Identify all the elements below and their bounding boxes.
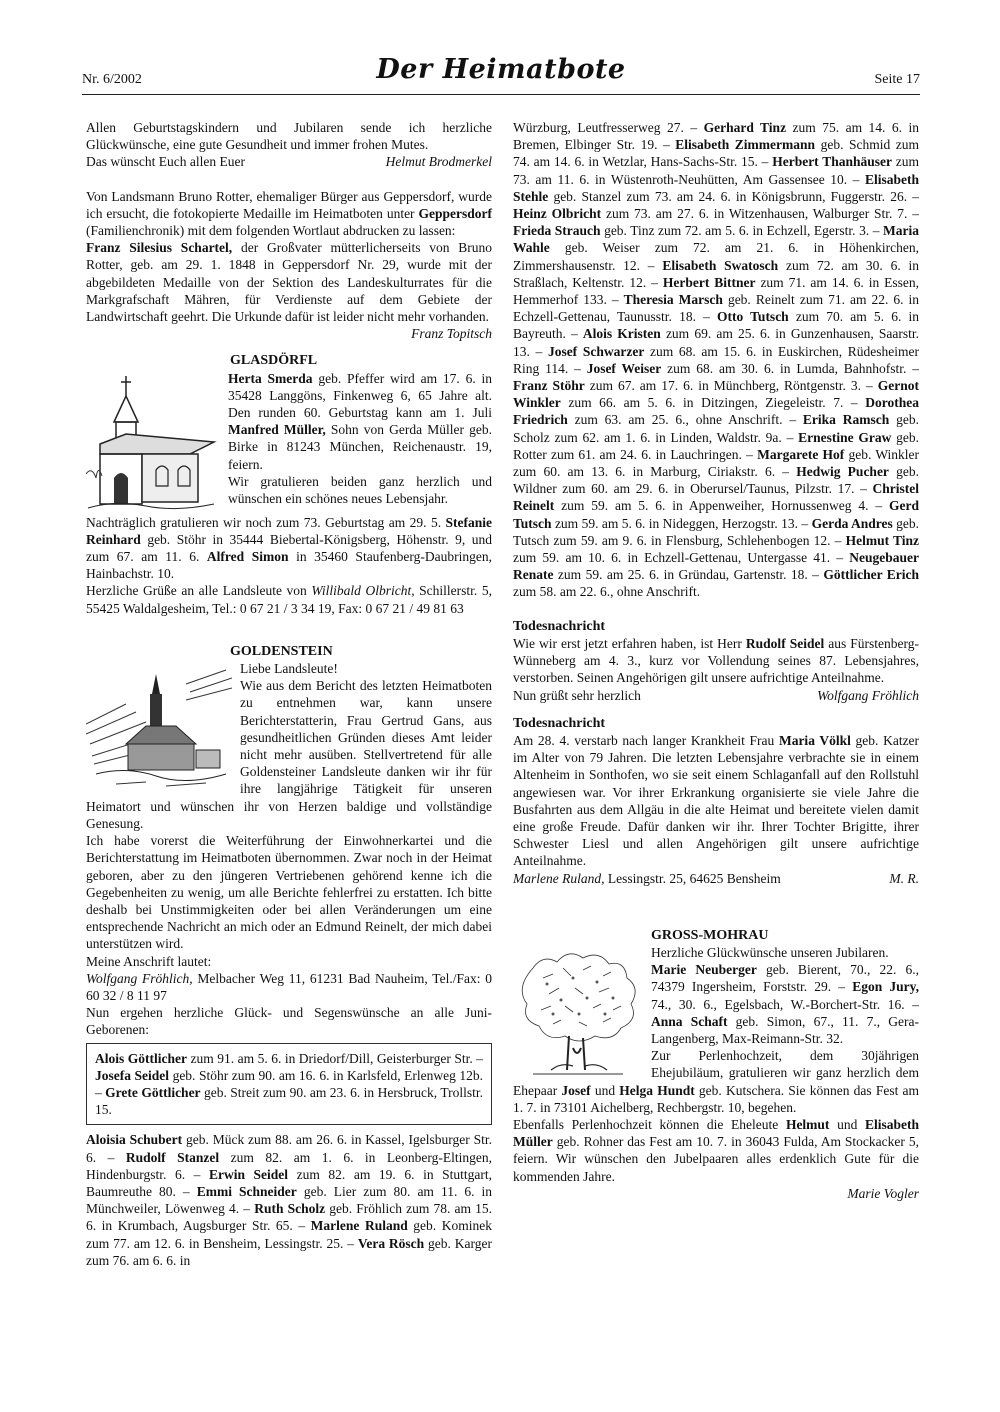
person-name: Erika Ramsch: [802, 412, 890, 428]
person-name: Gerd Tutsch: [513, 498, 919, 531]
goldenstein-section: GOLDENSTEIN Liebe Landsleute! Wie aus dem Bericht des letzten Heimatboten zu entnehmen war, kann unsere Berichterstatterin, Frau Gertrud Gans, aus gesundheitlichen Gründen dieses Amt leider nicht mehr ausüben. Stellvertretend für alle Goldensteiner Landsleute danken wir ihr für ihre langjährige Tätigkeit für unseren Heimatort und wünschen ihr von Herzen baldige und vollständige Genesung. Ich habe vorerst die Weiterführung der Einwohnerkartei und die Berichterstattung im Heimatboten übernommen. Zwar noch in der Heimat geboren, aber zu den jüngeren Vertriebenen gehörend kenne ich die Gegebenheiten zu wenig, um alle Berichte fehlerfrei zu erstatten. Ich bitte deshalb bei Unstimmigkeiten oder bei allen Veränderungen um eine entsprechende Nachricht an mich oder an Edmund Reinelt, der mich dabei unterstützen wird. Meine Anschrift lautet: Wolfgang Fröhlich, Melbacher Weg 11, 61231 Bad Nauheim, Tel./Fax: 0 60 32 / 8 11 97 Nun ergehen herzliche Glück- und Segenswünsche an alle Juni-Geborenen: Alois Göttlicher zum 91. am 5. 6. in Driedorf/Dill, Geisterburger Str. – Josefa Seidel geb. Stöhr zum 90. am 16. 6. in Karlsfeld, Erlenweg 12b. – Grete Göttlicher geb. Streit zum 90. am 23. 6. in Hersbruck, Trollstr. 15. Aloisia Schubert geb. Mück zum 88. am 26. 6. in Kassel, Igelsburger Str. 6. – Rudolf Stanzel zum 82. am 1. 6. in Leonberg-Eltingen, Hindenburgstr. 6. – Erwin Seidel zum 82. am 19. 6. in Stuttgart, Baumreuthe 80. – Emmi Schneider geb. Lier zum 80. am 11. 6. in Münchweiler, Löwenweg 4. – Ruth Scholz geb. Fröhlich zum 78. am 15. 6. in Krumbach, Augsburger Str. 65. – Marlene Ruland geb. Kominek zum 77. am 12. 6. in Bensheim, Lessingstr. 25. – Vera Rösch geb. Karger zum 76. am 6. 6. in: [86, 643, 493, 1268]
entry-text: zum 68. am 15. 6. in Euskirchen, Rüdesheimer Ring 114. –: [513, 343, 919, 376]
entry-text: zum 69. am 25. 6. in Gunzenhausen, Saarstr. 13. –: [513, 326, 919, 359]
person-name: Heinz Olbricht: [513, 206, 602, 222]
person-name: Josef Weiser: [586, 360, 662, 376]
person-name: Elisabeth Swatosch: [662, 257, 779, 273]
entry-text: geb. Tutsch zum 59. am 9. 6. in Flensburg, Schlehenbogen 12. –: [513, 515, 920, 548]
author-name: Marlene Ruland,: [513, 870, 605, 886]
person-name: Theresia Marsch: [623, 292, 723, 308]
section-heading: GOLDENSTEIN: [230, 643, 333, 659]
birthday-list: Aloisia Schubert geb. Mück zum 88. am 26. 6. in Kassel, Igelsburger Str. 6. – Rudolf Stanzel zum 82. am 1. 6. in Leonberg-Eltingen, Hindenburgstr. 6. – Erwin Seidel zum 82. am 19. 6. in Stuttgart, Baumreuthe 80. – Emmi Schneider geb. Lier zum 80. am 11. 6. in Münchweiler, Löwenweg 4. – Ruth Scholz geb. Fröhlich zum 78. am 15. 6. in Krumbach, Augsburger Str. 65. – Marlene Ruland geb. Kominek zum 77. am 12. 6. in Bensheim, Lessingstr. 25. – Vera Rösch geb. Karger zum 76. am 6. 6. in: [86, 1132, 493, 1268]
section-heading: Todesnachricht: [513, 715, 606, 731]
church-landscape-illustration: [86, 664, 232, 788]
entry-text: geb. Schmid zum 74. am 14. 6. in Wetzlar, Hans-Sachs-Str. 15. –: [513, 137, 919, 170]
person-name: Gerhard Tinz: [703, 120, 787, 135]
person-name: Gerda Andres: [811, 515, 893, 531]
glasdoerfl-section: GLASDÖRFL Herta Smerda geb. Pfeffer wird am 17. 6. in 35428 Langgöns, Finkenweg 6, 65 Jahre alt. Den runden 60. Geburtstag kann am 1. Juli Manfred Müller, Sohn von Gerda Müller geb. Birke in 81243 München, Reichenaustr. 19, feiern. Wir gratulieren beiden ganz herzlich und wünschen ein schönes neues Lebensjahr. Nachträglich gratulieren wir noch zum 73. Geburtstag am 29. 5. Stefanie Reinhard geb. Stöhr in 35444 Biebertal-Königsberg, Höhenstr. 9, und zum 67. am 11. 6. Alfred Simon in 35460 Staufenberg-Daubringen, Hainbachstr. 10. Herzliche Grüße an alle Landsleute von Willibald Olbricht, Schillerstr. 5, 55425 Waldalgesheim, Tel.: 0 67 21 / 3 34 19, Fax: 0 67 21 / 49 81 63: [86, 353, 493, 616]
gross-mohrau-section: GROSS-MOHRAU Herzliche Glückwünsche unseren Jubilaren. Marie Neuberger geb. Bierent, 70., 22. 6., 74379 Ingersheim, Forststr. 29. – Egon Jury, 74., 30. 6., Egelsbach, W.-Borchert-Str. 16. – Anna Schaft geb. Simon, 67., 11. 7., Gera-Langenberg, Max-Reimann-Str. 32. Zur Perlenhochzeit, dem 30jährigen Ehejubiläum, gratulieren wir ganz herzlich dem Ehepaar Josef und Helga Hundt geb. Kutschera. Sie können das Fest am 1. 7. in 73101 Aichelberg, Rechbergstr. 10, begehen. Ebenfalls Perlenhochzeit können die Eheleute Helmut und Elisabeth Müller geb. Rohner das Fest am 10. 7. in 36043 Fulda, Am Stockacker 5, feiern. Wir wünschen den Jubelpaaren alles erdenklich Gute für die kommenden Jahre. Marie Vogler: [513, 927, 920, 1201]
person-name: Frieda Strauch: [513, 223, 601, 239]
schartel-paragraph: Franz Silesius Schartel, der Großvater mütterlicherseits von Bruno Rotter, geb. am 29. 1. 1848 in Geppersdorf Nr. 29, wurde mit der abgebildeten Medaille von der Sektion des Landeskulturrates für die Markgrafschaft Mähren, für Verdienste auf dem Gebiete der Landwirtschaft geehrt. Die Urkunde dafür ist leider nicht mehr vorhanden.: [86, 240, 493, 325]
person-name: Elisabeth Zimmermann: [675, 137, 816, 153]
page-number: Seite 17: [874, 72, 920, 87]
page-header: [82, 54, 920, 95]
person-name: Herbert Thanhäuser: [772, 154, 892, 170]
entry-text: Würzburg, Leutfresserweg 27. –: [513, 120, 698, 135]
person-name: Ernestine Graw: [798, 429, 892, 445]
death-notice-seidel: Todesnachricht Wie wir erst jetzt erfahren haben, ist Herr Rudolf Seidel aus Fürstenberg-Wünneberg am 4. 3., kurz vor Vollendung seines 87. Lebensjahres, verstorben. Seinen Angehörigen gilt unsere aufrichtige Anteilnahme. Nun grüßt sehr herzlich Wolfgang Fröhlich: [513, 618, 920, 703]
glasdoerfl-text: Herta Smerda geb. Pfeffer wird am 17. 6. in 35428 Langgöns, Finkenweg 6, 65 Jahre alt. Den runden 60. Geburtstag kann am 1. Juli Manfred Müller, Sohn von Gerda Müller geb. Birke in 81243 München, Reichenaustr. 19, feiern.: [228, 370, 492, 472]
person-name: Helmut Tinz: [845, 532, 919, 548]
rotter-author: Franz Topitsch: [411, 326, 492, 342]
chapel-illustration: [86, 374, 220, 514]
entry-text: geb. Wildner zum 60. am 29. 6. in Oberursel/Taunus, Pilzstr. 17. –: [513, 464, 920, 497]
entry-text: zum 58. am 22. 6., ohne Anschrift.: [513, 584, 701, 600]
entry-text: zum 59. am 5. 6. in Nideggen, Herzogstr. 13. –: [554, 515, 809, 531]
masthead-title: Der Heimatbote: [376, 54, 626, 85]
intro-signature: Das wünscht Euch allen Euer Helmut Brodmerkel: [86, 154, 492, 170]
entry-text: zum 59. am 25. 6. in Gründau, Gartenstr. 18. –: [557, 567, 819, 583]
entry-text: zum 66. am 5. 6. in Ditzingen, Ziegeleistr. 7. –: [568, 395, 858, 411]
person-name: Hedwig Pucher: [796, 464, 889, 480]
entry-text: geb. Weiser zum 72. am 21. 6. in Höhenkirchen, Zimmershausenstr. 12. –: [513, 240, 919, 273]
person-name: Josef Schwarzer: [547, 343, 645, 359]
person-name: Gernot Winkler: [513, 378, 920, 411]
person-name: Neugebauer Renate: [513, 550, 919, 583]
entry-text: zum 71. am 14. 6. in Essen, Hemmerhof 133. –: [513, 274, 920, 308]
person-name: Alois Kristen: [582, 326, 661, 342]
entry-text: zum 72. am 30. 6. in Straßlach, Keltenstr. 12. –: [513, 257, 920, 290]
person-name: Elisabeth Stehle: [513, 171, 919, 204]
person-name: Herbert Bittner: [662, 274, 756, 290]
issue-number: Nr. 6/2002: [82, 72, 142, 87]
intro-text: Allen Geburtstagskindern und Jubilaren sende ich herzliche Glückwünsche, eine gute Gesundheit und immer frohen Mutes.: [86, 120, 492, 153]
entry-text: zum 63. am 25. 6., ohne Anschrift. –: [574, 412, 797, 428]
entry-text: zum 73. am 27. 6. in Witzenhausen, Walburger Str. 7. –: [605, 206, 920, 222]
person-name: Dorothea Friedrich: [513, 395, 920, 428]
left-column: [86, 119, 492, 1269]
death-notice-voelkl: Todesnachricht Am 28. 4. verstarb nach langer Krankheit Frau Maria Völkl geb. Katzer im Alter von 79 Jahren. Die letzten Lebensjahre verbrachte sie in einem Altenheim in Sonthofen, wo sie seit einem Schlaganfall auf den Rollstuhl angewiesen war. Vor ihrer Erkrankung organisierte sie viele Jahre die Busfahrten aus dem Allgäu in die alte Heimat und bereitete vielen damit eine große Freude. Dafür danken wir ihr. Ihrer Tochter Brigitte, ihrer Schwester Liesl und allen Angehörigen gilt unsere aufrichtige Anteilnahme. Marlene Ruland, Lessingstr. 25, 64625 Bensheim M. R.: [513, 715, 920, 886]
person-name: Maria Wahle: [513, 223, 919, 256]
entry-text: geb. Rotter zum 61. am 24. 6. in Lauchringen. –: [513, 429, 920, 462]
person-name: Otto Tutsch: [717, 309, 789, 325]
tree-illustration: [513, 948, 643, 1080]
entry-text: geb. Tinz zum 72. am 5. 6. in Echzell, Egerstr. 3. –: [604, 223, 880, 239]
birthday-list-continued: [513, 119, 919, 601]
entry-text: geb. Reinelt zum 71. am 22. 6. in Echzell-Gettenau, Taunusstr. 18. –: [513, 292, 920, 325]
entry-text: zum 67. am 17. 6. in Münchberg, Röntgenstr. 3. –: [589, 378, 873, 394]
entry-text: zum 75. am 14. 6. in Bremen, Elbinger Str. 19. –: [513, 120, 919, 153]
entry-text: zum 68. am 30. 6. in Lumda, Bahnhofstr. –: [667, 360, 920, 376]
entry-text: geb. Scholz zum 62. am 1. 6. in Linden, Waldstr. 9a. –: [513, 412, 919, 445]
entry-text: geb. Stanzel zum 73. am 24. 6. in Königsbrunn, Fuggerstr. 26. –: [553, 188, 920, 204]
rotter-paragraph: Von Landsmann Bruno Rotter, ehemaliger Bürger aus Geppersdorf, wurde ich ersucht, die fotokopierte Medaille im Heimatboten unter Geppersdorf (Familienchronik) mit dem folgenden Wortlaut abdrucken zu lassen:: [86, 188, 492, 239]
entry-text: zum 73. am 11. 6. in Wüstenroth-Neuhütten, Am Gassensee 10. –: [513, 154, 919, 187]
entry-text: zum 59. am 5. 6. in Appenweiher, Hornussenweg 4. –: [561, 498, 883, 514]
section-heading: GLASDÖRFL: [230, 353, 318, 369]
right-column: [513, 119, 919, 1202]
entry-text: zum 70. am 5. 6. in Bayreuth. –: [513, 309, 919, 342]
gross-author: Marie Vogler: [847, 1185, 919, 1201]
section-heading: GROSS-MOHRAU: [651, 927, 769, 943]
highlight-box: Alois Göttlicher zum 91. am 5. 6. in Driedorf/Dill, Geisterburger Str. – Josefa Seidel geb. Stöhr zum 90. am 16. 6. in Karlsfeld, Erlenweg 12b. – Grete Göttlicher geb. Streit zum 90. am 23. 6. in Hersbruck, Trollstr. 15.: [86, 1043, 492, 1126]
person-name: Franz Stöhr: [513, 378, 585, 394]
section-heading: Todesnachricht: [513, 618, 606, 634]
person-name: Göttlicher Erich: [823, 567, 919, 583]
entry-text: zum 59. am 10. 6. in Echzell-Gettenau, Untergasse 41. –: [513, 550, 844, 566]
person-name: Margarete Hof: [757, 446, 845, 462]
person-name: Christel Reinelt: [513, 481, 920, 514]
author-name: Wolfgang Fröhlich: [817, 687, 919, 703]
author-name: Helmut Brodmerkel: [385, 154, 492, 170]
entry-text: geb. Winkler zum 60. am 13. 6. in Marburg, Ciriakstr. 6. –: [513, 446, 920, 480]
